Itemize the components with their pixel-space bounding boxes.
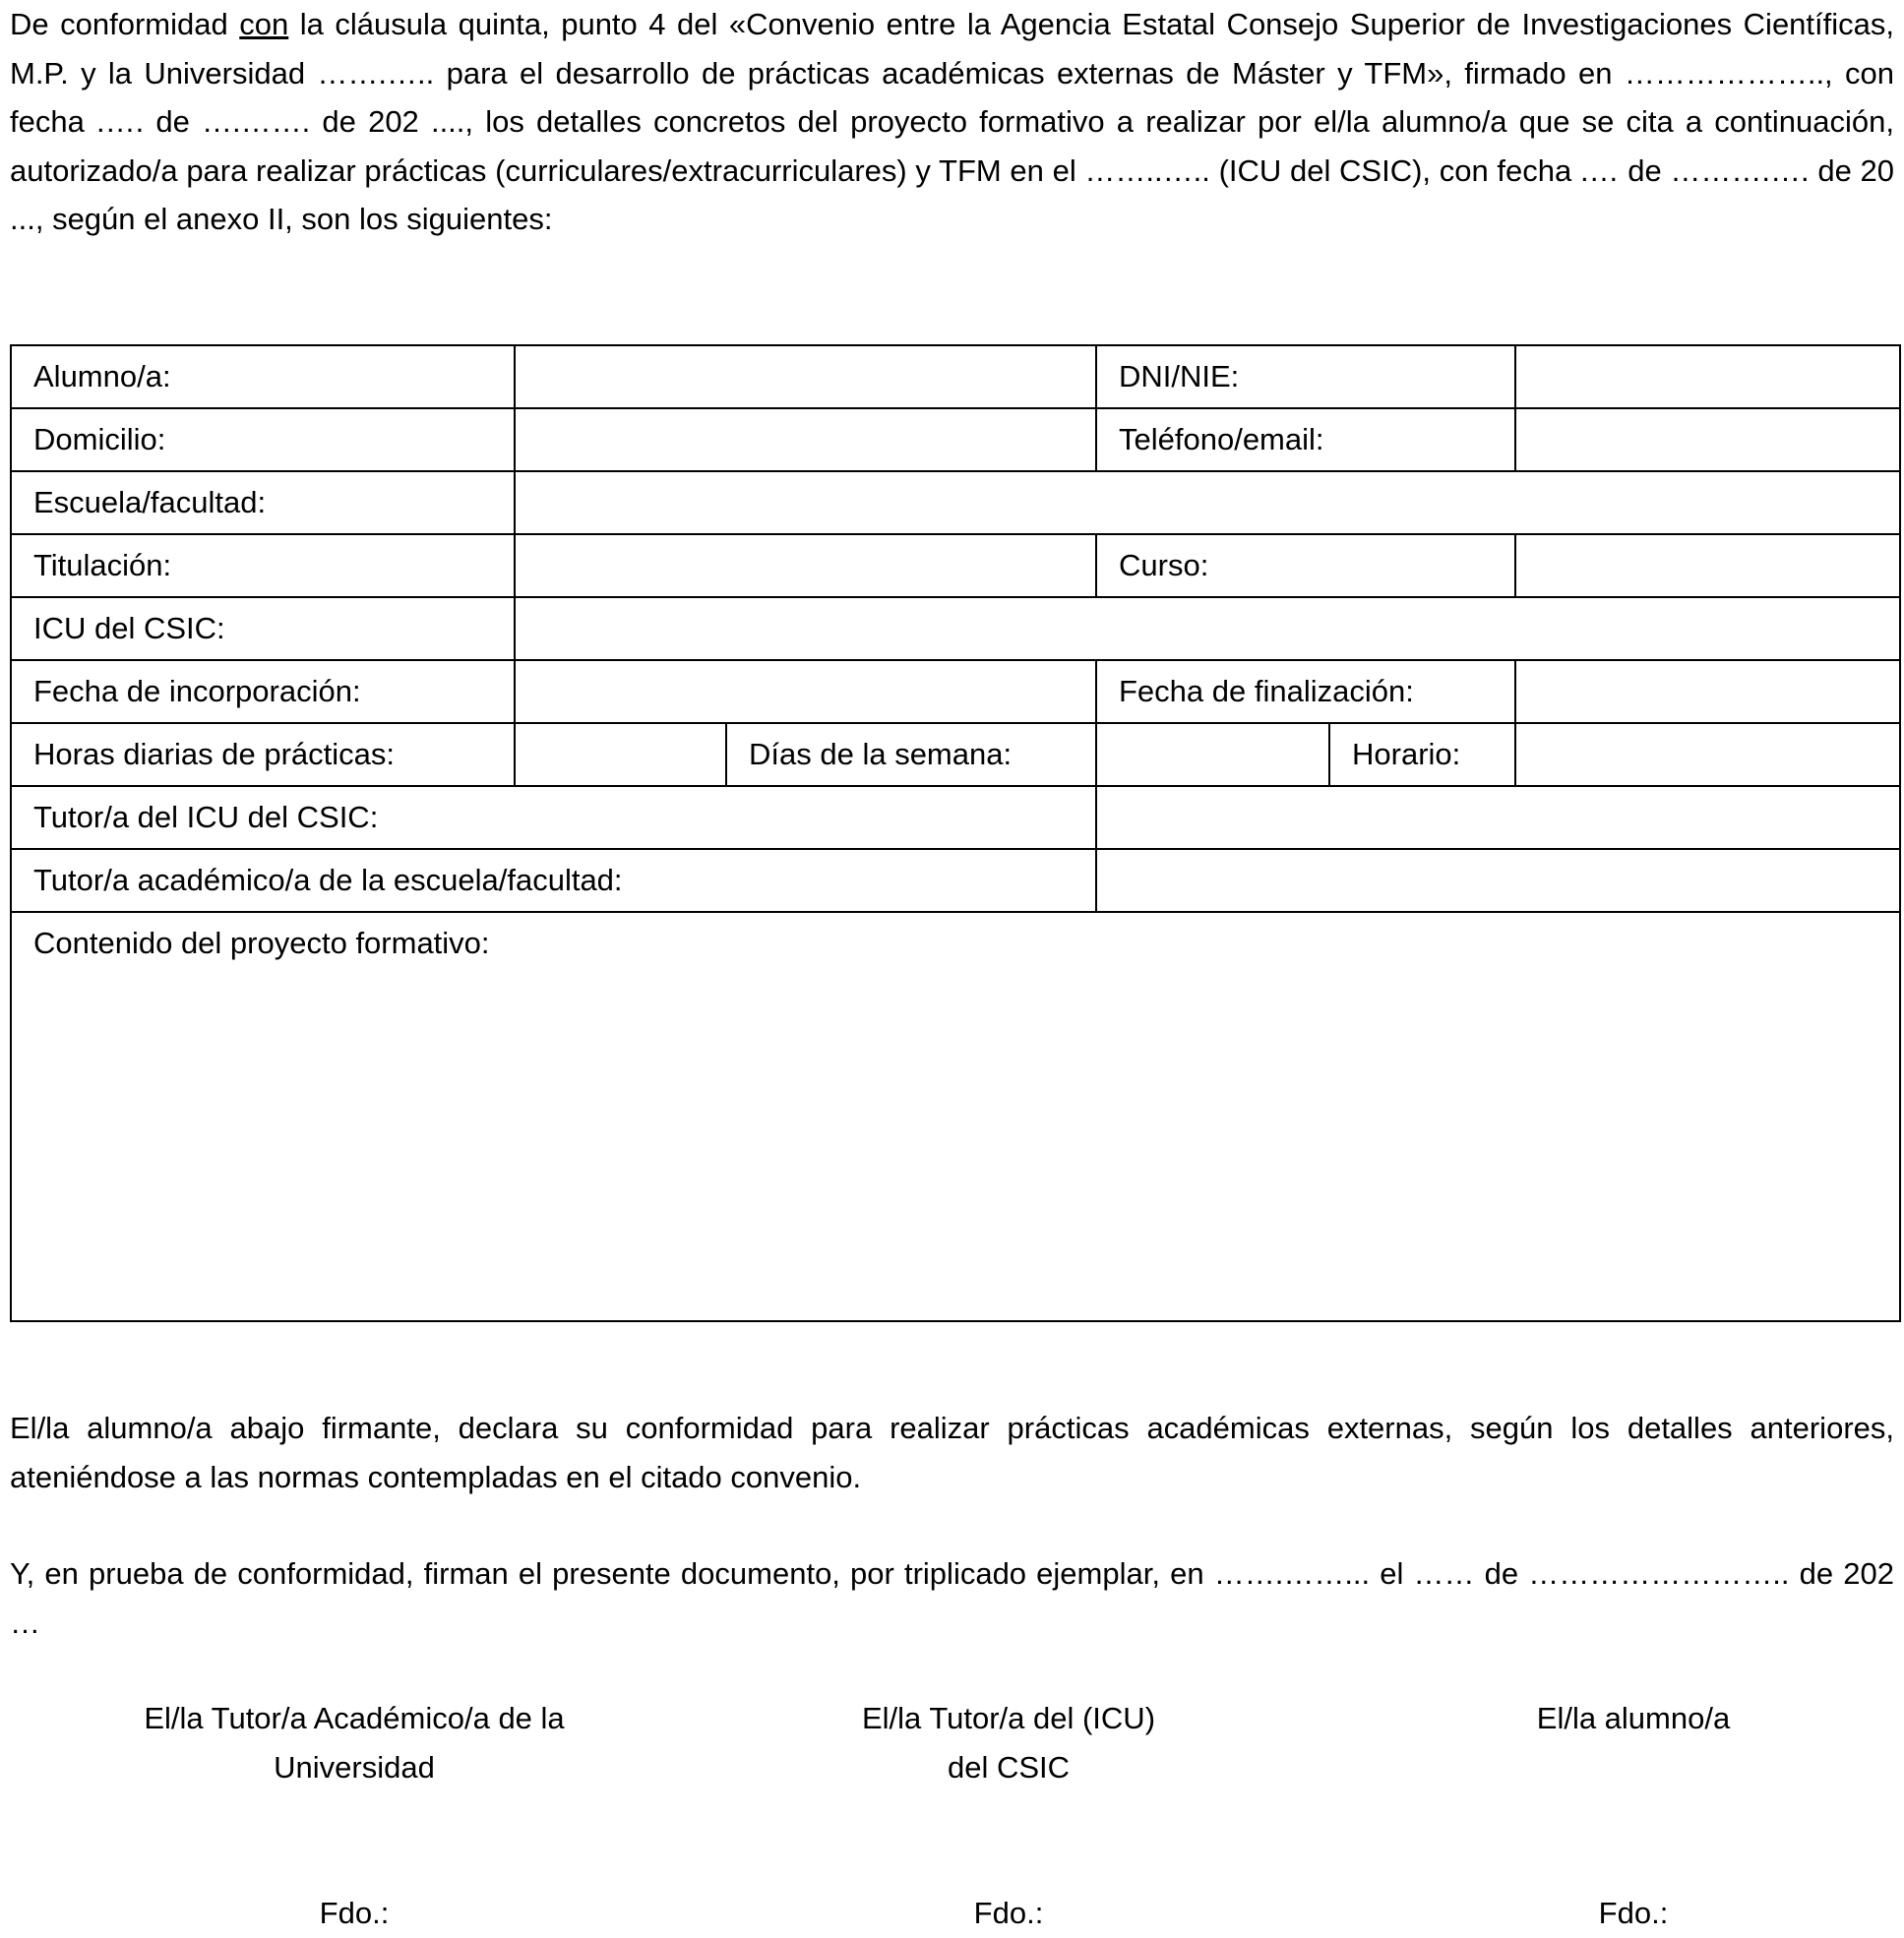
- label-fecha-incorporacion: Fecha de incorporación:: [11, 660, 515, 723]
- field-icu[interactable]: [515, 597, 1900, 660]
- signature-student-line1: El/la alumno/a: [1536, 1701, 1731, 1735]
- table-row: [11, 408, 1900, 471]
- field-titulacion[interactable]: [515, 534, 1096, 597]
- field-dias[interactable]: [1096, 723, 1329, 786]
- label-contenido: Contenido del proyecto formativo:: [33, 926, 490, 960]
- label-dias: Días de la semana:: [726, 723, 1096, 786]
- field-telefono[interactable]: [1515, 408, 1900, 471]
- signature-icu-tutor: [787, 1694, 1230, 1792]
- field-curso[interactable]: [1515, 534, 1900, 597]
- intro-text-start: De conformidad: [10, 7, 240, 41]
- table-row: [11, 912, 1900, 1321]
- label-telefono: Teléfono/email:: [1096, 408, 1515, 471]
- proof-paragraph: Y, en prueba de conformidad, firman el presente documento, por triplicado ejemplar, en …….……... el …… de …………………….. de 202 …: [10, 1556, 1894, 1640]
- table-row: [11, 534, 1900, 597]
- signature-icu-line2: del CSIC: [947, 1750, 1071, 1785]
- label-icu: ICU del CSIC:: [11, 597, 515, 660]
- field-contenido[interactable]: [11, 912, 1900, 1321]
- field-domicilio[interactable]: [515, 408, 1096, 471]
- table-row: [11, 597, 1900, 660]
- label-titulacion: Titulación:: [11, 534, 515, 597]
- signature-student: [1397, 1694, 1870, 1743]
- label-horas: Horas diarias de prácticas:: [11, 723, 515, 786]
- label-domicilio: Domicilio:: [11, 408, 515, 471]
- table-row: [11, 723, 1900, 786]
- signature-academic-line2: Universidad: [274, 1750, 435, 1785]
- field-horario[interactable]: [1515, 723, 1900, 786]
- intro-underlined-word: con: [239, 7, 289, 41]
- label-fecha-finalizacion: Fecha de finalización:: [1096, 660, 1515, 723]
- fdo-student: Fdo.:: [1598, 1896, 1669, 1930]
- project-details-table: [10, 344, 1901, 1322]
- fdo-academic: Fdo.:: [319, 1896, 390, 1930]
- table-row: [11, 849, 1900, 912]
- field-fecha-incorporacion[interactable]: [515, 660, 1096, 723]
- label-curso: Curso:: [1096, 534, 1515, 597]
- field-dni[interactable]: [1515, 345, 1900, 408]
- label-alumno: Alumno/a:: [11, 345, 515, 408]
- signature-academic-line1: El/la Tutor/a Académico/a de la: [144, 1701, 565, 1735]
- label-tutor-academico: Tutor/a académico/a de la escuela/facultad:: [11, 849, 1096, 912]
- field-tutor-icu[interactable]: [1096, 786, 1900, 849]
- declaration-paragraph: El/la alumno/a abajo firmante, declara su conformidad para realizar prácticas académicas externas, según los detalles anteriores, ateniéndose a las normas contempladas en el citado convenio.: [10, 1411, 1894, 1494]
- field-escuela[interactable]: [515, 471, 1900, 534]
- label-horario: Horario:: [1329, 723, 1515, 786]
- intro-text-rest: la cláusula quinta, punto 4 del «Convenio entre la Agencia Estatal Consejo Superior de Investigaciones Científicas, M.P. y la Universidad …….….. para el desarrollo de prácticas académicas externas de Máster y TFM», firmado en ……………….., con fecha .…. de ….……. de 202 ...., los detalles concretos del proyecto formativo a realizar por el/la alumno/a que se cita a continuación, autorizado/a para realizar prácticas (curriculares/extracurriculares) y TFM en el ……..….. (ICU del CSIC), con fecha .… de ……….…. de 20 ..., según el anexo II, son los siguientes:: [10, 7, 1895, 236]
- table-row: [11, 471, 1900, 534]
- table-row: [11, 786, 1900, 849]
- field-fecha-finalizacion[interactable]: [1515, 660, 1900, 723]
- field-horas[interactable]: [515, 723, 726, 786]
- table-row: [11, 660, 1900, 723]
- intro-paragraph: [10, 0, 1894, 244]
- field-alumno[interactable]: [515, 345, 1096, 408]
- signature-icu-line1: El/la Tutor/a del (ICU): [861, 1701, 1156, 1735]
- label-dni: DNI/NIE:: [1096, 345, 1515, 408]
- label-tutor-icu: Tutor/a del ICU del CSIC:: [11, 786, 1096, 849]
- signature-academic-tutor: [49, 1694, 659, 1792]
- label-escuela: Escuela/facultad:: [11, 471, 515, 534]
- field-tutor-academico[interactable]: [1096, 849, 1900, 912]
- fdo-icu: Fdo.:: [973, 1896, 1044, 1930]
- table-row: [11, 345, 1900, 408]
